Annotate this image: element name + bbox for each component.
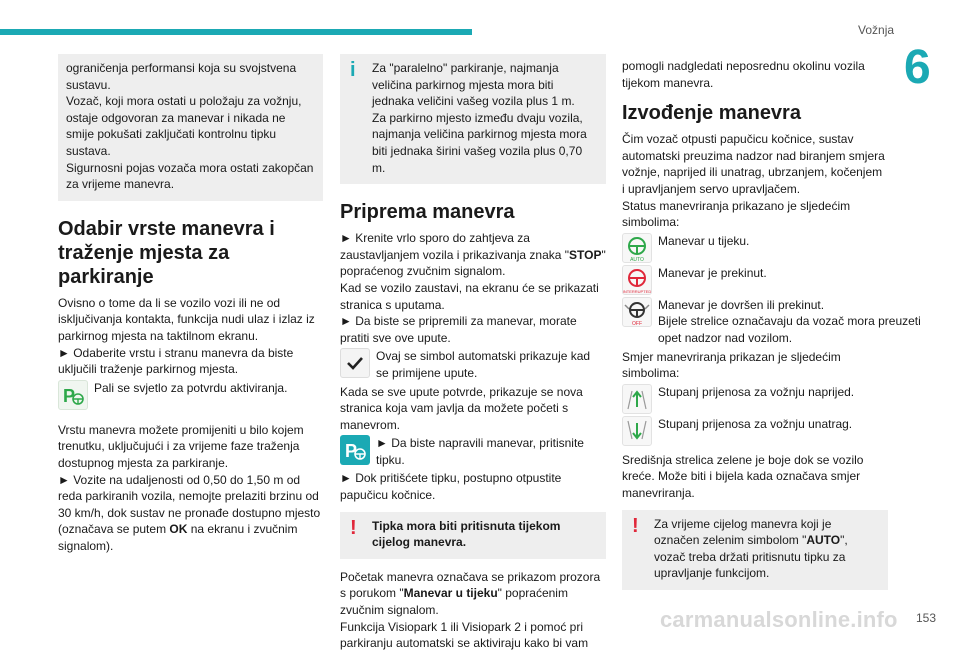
paragraph: [340, 569, 606, 652]
stop-label: STOP: [569, 247, 602, 262]
column-3: [622, 58, 921, 590]
icon-row: [622, 297, 921, 347]
text: Za vrijeme cijelog manevra koji je označen zelenim simbolom ": [654, 516, 832, 548]
icon-row: [622, 416, 888, 446]
auto-label: AUTO: [806, 533, 841, 548]
text: Početak manevra označava se prikazom prozora s porukom ": [340, 569, 601, 601]
svg-text:P: P: [63, 385, 76, 406]
paragraph: Središnja strelica zelene je boje dok se vozilo kreće. Može biti i bijela kada označava smjer manevriranja.: [622, 452, 864, 500]
steering-wheel-auto-icon: [622, 233, 652, 263]
warning-text: [654, 516, 880, 582]
paragraph: [58, 422, 323, 555]
text: ► Krenite vrlo sporo do zahtjeva za zaustavljanjem vozila i prikazivanja znaka ": [340, 231, 570, 262]
icon-row: [622, 233, 888, 263]
column-2: [340, 54, 606, 652]
ok-label: OK: [169, 522, 188, 537]
icon-row: [622, 384, 888, 414]
icon-description: Manevar u tijeku.: [658, 233, 750, 248]
paragraph: Smjer manevriranja prikazan je sljedećim simbolima:: [622, 349, 841, 381]
svg-text:OFF: OFF: [632, 320, 642, 327]
paragraph: Kada se sve upute potvrde, prikazuje se nova stranica koja vam javlja da možete početi s manevrom.: [340, 384, 583, 432]
icon-description: ► Da biste napravili manevar, pritisnite tipku.: [376, 436, 584, 467]
text: ", vozač treba držati pritisnutu tipku za upravljanje funkcijom.: [654, 533, 848, 581]
icon-description: Stupanj prijenosa za vožnju unatrag.: [658, 416, 853, 431]
warning-text: Tipka mora biti pritisnuta tijekom cijelog manevra.: [372, 518, 561, 550]
info-text: Za "paralelno" parkiranje, najmanja veličina parkirnog mjesta mora biti jednaka veličini vašeg vozila plus 1 m. Za parkirno mjesto između dvaju vozila, najmanja veličina parkirnog mjesta mora biti jednaka širini vašeg vozila plus 0,70 m.: [372, 61, 587, 175]
svg-text:AUTO: AUTO: [630, 256, 644, 263]
text: " popraćenog zvučnim signalom. Kad se vozilo zaustavi, na ekranu će se prikazati stranica s uputama. ► Da biste se pripremili za manevar, morate pratiti sve ove upute.: [340, 247, 606, 345]
note-box: [58, 54, 323, 201]
chapter-number: 6: [904, 41, 931, 94]
warning-box: [340, 512, 606, 559]
icon-description: Pali se svjetlo za potvrdu aktiviranja.: [94, 380, 288, 395]
info-icon: i: [350, 59, 356, 81]
svg-text:INTERRUPTED: INTERRUPTED: [622, 288, 652, 294]
forward-gear-icon: [622, 384, 652, 414]
warning-icon: !: [632, 514, 639, 537]
icon-description: Manevar je prekinut.: [658, 265, 767, 280]
watermark: carmanualsonline.info: [660, 607, 898, 632]
icon-description: Manevar je dovršen ili prekinut. Bijele strelice označavaju da vozač mora preuzeti opet nadzor nad vozilom.: [658, 297, 921, 345]
header-accent-bar: [0, 29, 472, 35]
icon-row: [58, 380, 323, 410]
paragraph: pomogli nadgledati neposrednu okolinu vozila tijekom manevra.: [622, 59, 865, 90]
section-title: Vožnja: [858, 23, 895, 37]
paragraph: Čim vozač otpusti papučicu kočnice, sustav automatski preuzima nadzor nad biranjem smjera vožnje, naprijed ili unatrag, ubrzanjem, kočenjem i upravljanjem servo upravljačem. Status manevriranja prikazano je sljedećim simbolima:: [622, 132, 885, 230]
reverse-gear-icon: [622, 416, 652, 446]
steering-wheel-interrupted-icon: [622, 265, 652, 295]
info-box: [340, 54, 606, 184]
icon-description: Stupanj prijenosa za vožnju naprijed.: [658, 384, 855, 399]
heading-preparation: Priprema manevra: [340, 201, 515, 224]
heading-select-manoeuvre: Odabir vrste manevra i traženje mjesta za parkiranje: [58, 217, 275, 288]
steering-wheel-off-icon: [622, 297, 652, 327]
warning-box: [622, 510, 888, 590]
column-1: [58, 54, 323, 554]
parking-assist-green-icon: [58, 380, 88, 410]
paragraph: [340, 230, 606, 346]
note-text: ograničenja performansi koja su svojstvena sustavu. Vozač, koji mora ostati u položaju za vožnju, ostaje odgovoran za manevar i nikada ne smije pokušati zaključati kontrolnu tipku sustava. Sigurnosni pojas vozača mora ostati zakopčan za vrijeme manevra.: [66, 61, 314, 192]
parking-assist-button-icon: [340, 435, 370, 465]
page-number: 153: [916, 611, 937, 625]
text: na ekranu i zvučnim signalom).: [58, 522, 298, 553]
manoeuvre-in-progress-label: Manevar u tijeku: [403, 586, 498, 601]
text: Vrstu manevra možete promijeniti u bilo kojem trenutku, uključujući i za vrijeme faze traženja dostupnog mjesta za parkiranje. ► Vozite na udaljenosti od 0,50 do 1,50 m od reda parkiranih vozila, nemojte prelaziti brzinu od 30 km/h, dok sustav ne pronađe dostupno mjesto (označava se putem: [58, 422, 321, 537]
paragraph: Ovisno o tome da li se vozilo vozi ili ne od isključivanja kontakta, funkcija nudi ulaz i izlaz iz parkirnog mjesta na taktilnom ekranu. ► Odaberite vrstu i stranu manevra da biste uključili traženje parkirnog mjesta.: [58, 295, 315, 377]
paragraph: ► Dok pritišćete tipku, postupno otpustite papučicu kočnice.: [340, 471, 562, 503]
icon-row: [622, 265, 888, 295]
icon-description: Ovaj se simbol automatski prikazuje kad se primijene upute.: [376, 349, 591, 380]
svg-text:P: P: [345, 441, 358, 462]
icon-row: [340, 435, 606, 468]
heading-performing-manoeuvre: Izvođenje manevra: [622, 102, 801, 125]
checkmark-icon: [340, 348, 370, 378]
text: " popraćenim zvučnim signalom. Funkcija Visiopark 1 ili Visiopark 2 i pomoć pri parkiranju automatski se aktiviraju kako bi vam: [340, 586, 589, 651]
warning-icon: !: [350, 516, 357, 539]
icon-row: [340, 348, 606, 381]
